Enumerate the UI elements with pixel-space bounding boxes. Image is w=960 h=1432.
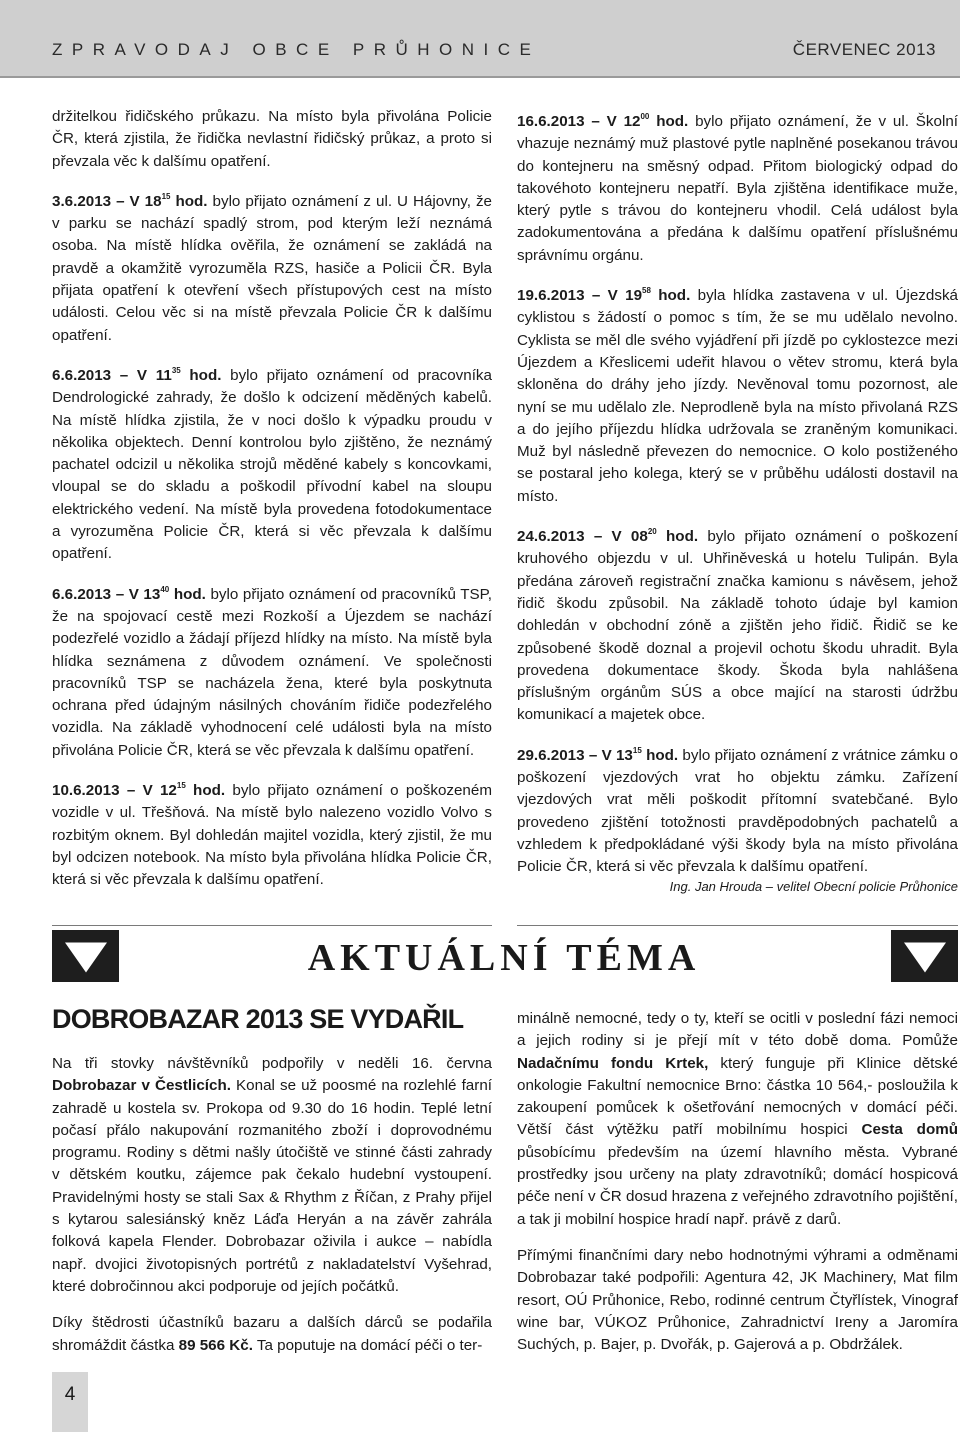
police-column-left [52, 106, 492, 905]
entry-hod: hod. [180, 366, 222, 384]
police-entry [517, 280, 958, 508]
entry-text: bylo přijato oznámení od pracovníka Dendrologické zahrady, že došlo k odcizení měděných kabelů. Na místě hlídka zjistila, že v noci došlo k výpadku proudu v několika objektech. Denní kontrolou bylo zjištěno, že neznámý pachatel odcizil u několika strojů měděné kabely s koncovkami, vloupal se do skladu a poškodil přívodní kabel na sloupu elektrického vedení. Na místě byla provedena fotodokumentace a vyrozuměna Policie ČR, která si věc převzala k dalšímu opatření. [52, 366, 492, 563]
entry-text: bylo přijato oznámení z ul. U Hájovny, že v parku se nachází spadlý strom, pod kterým leží neznámá osoba. Na místě hlídka ověřila, že oznámení se zakládá na pravdě a okamžitě vyrozuměla RZS, hasiče a Policii ČR. Byla přijata opatření k otevření všech přístupových cest na místo události. Celou věc si na místě převzala Policie ČR k dalšímu opatření. [52, 192, 492, 344]
entry-text: bylo přijato oznámení z vrátnice zámku o poškození vjezdových vrat ho objektu zámku. Zařízení vjezdových vrat měli poškodit přítomní svatebčané. Bylo provedeno zjištění totožnosti pravděpodobných pachatelů a vzhledem k předpokládané výši škody byla na místo přivolána Policie ČR, která si věc převzala k dalšímu opatření. [517, 746, 958, 876]
police-entry [52, 360, 492, 566]
entry-hod: hod. [650, 287, 691, 305]
entry-date: 29.6.2013 – V 13 [517, 746, 633, 764]
text-span: Konal se už poosmé na rozlehlé farní zahradě u kostela sv. Prokopa od 9.30 do 16 hodin. Teplé letní počasí přálo nakupování rozmanitého zboží i doprovodnému programu. Rodiny s dětmi našly útočiště ve stinné části zahrady v dětském koutku, zájemce pak čekalo hudební vystoupení. Pravidelnými hosty se stali Sax & Rhythm z Říčan, z Prahy přijel s kytarou salesiánský kněz Láďa Heryán a na závěr zahrála folková kapela Flender. Dobrobazar oživila i aukce – nabídla např. dvojici životopisných portrétů z nakladatelství Vyšehrad, které dobročinnou akci podporuje od jejích počátků. [52, 1077, 492, 1295]
bold-span: Dobrobazar v Čestlicích. [52, 1077, 231, 1095]
article-column-right [517, 1008, 958, 1370]
police-entry [517, 106, 958, 267]
text-span: působícímu především na území hlavního města. Vybrané prostředky jsou určeny na platy zdravotníků; domácí hospicová péče není v ČR dosud hrazena z veřejného zdravotního pojištění, a tak ji mobilní hospice hradí např. právě z darů. [517, 1143, 958, 1228]
police-intro: držitelkou řidičského průkazu. Na místo byla přivolána Policie ČR, která zjistila, že řidička nevlastní řidičský průkaz, a proto si převzala věc k dalšímu opatření. [52, 108, 492, 170]
police-signature: Ing. Jan Hrouda – velitel Obecní policie Průhonice [669, 879, 958, 894]
entry-hod: hod. [170, 192, 208, 210]
entry-text: bylo přijato oznámení od pracovníků TSP, že na spojovací cestě mezi Rozkoší a Újezdem se nachází podezřelé vozidlo a žádají příjezd hlídky na místo. Na místě byla hlídka seznámena z důvodem oznámení. Ve společnosti pracovníků TSP se nacházela žena, které byla poskytnuta ochrana před údajným násilných chováním řidiče podezřelého vozidla. Na základě vyhodnocení celé události byla na místo přivolána Policie ČR, která se věc převzala k dalšímu opatření. [52, 585, 493, 759]
entry-hod: hod. [169, 585, 206, 603]
section-divider [517, 925, 958, 926]
page-header [0, 0, 960, 78]
entry-text: bylo přijato oznámení o poškození kruhového objezdu v ul. Uhřiněveská u hotelu Tulipán. Byla předána zároveň registrační značka kamionu s návěsem, jehož řidič škodu způsobil. Na základě tohoto údaje byl kamion dohledán v obchodní zóně a zjištěn jeho řidič. Řidič se ke způsobené škodě doznal a projevil ochotu škodu uhradit. Byla provedena dokumentace škody. Škoda byla nahlášena příslušným orgánům SÚS a obce mající na starosti údržbu komunikací a majetek obce. [517, 528, 959, 724]
entry-date: 10.6.2013 – V 12 [52, 782, 177, 800]
police-entry [52, 186, 492, 347]
bold-span: Cesta domů [861, 1121, 959, 1139]
entry-text: bylo přijato oznámení, že v ul. Školní vhazuje neznámý muž plastové pytle naplněné posekanou trávou do kontejneru na směsný odpad. Přitom biologický odpad do takovéhoto kontejneru nepatří. Byla zjištěna identifikace muže, který pytle s trávou do kontejneru vhodil. Celá událost byla zadokumentována a předána k dalšímu opatření příslušnému správnímu orgánu. [517, 113, 958, 264]
text-span: Na tři stovky návštěvníků podpořily v neděli 16. června [52, 1055, 492, 1072]
triangle-down-icon [904, 943, 946, 973]
article-paragraph [52, 1312, 492, 1357]
section-divider [52, 925, 492, 926]
entry-hod: hod. [649, 113, 689, 130]
police-entry [52, 775, 492, 891]
article-paragraph: Přímými finančními dary nebo hodnotnými výhrami a odměnami Dobrobazar také podpořili: Agentura 42, JK Machinery, Mat film resort, OÚ Průhonice, Rebo, rodinné centrum Čtyřlístek, Vinograf wine bar, VÚKOZ Průhonice, Zahradnictví Ireny a Jaromíra Suchých, p. Bajer, p. Dvořák, p. Gajerová a p. Obdržálek. [517, 1246, 958, 1354]
entry-minutes: 20 [647, 527, 657, 537]
article-column-left [52, 1053, 492, 1371]
text-span: Ta poputuje na domácí péči o ter- [252, 1336, 483, 1354]
page-number-box [52, 1372, 88, 1432]
bold-span: 89 566 Kč. [178, 1336, 253, 1354]
entry-minutes: 00 [640, 112, 650, 121]
bold-span: Nadačnímu fondu Krtek, [517, 1054, 709, 1072]
text-span: Díky štědrosti účastníků bazaru a dalších dárců se podařila shromáždit částka [52, 1314, 492, 1354]
newsletter-title: ZPRAVODAJ OBCE PRŮHONICE [52, 40, 541, 59]
text-span: který funguje při Klinice dětské onkologie Fakultní nemocnice Brno: částka 10 564,- posloužila k zakoupení pomůcek k ošetřování nemocných v domácí péči. Větší část výtěžku patří mobilnímu hospici [517, 1054, 958, 1139]
entry-minutes: 35 [171, 365, 181, 375]
entry-hod: hod. [641, 746, 679, 764]
entry-minutes: 15 [161, 191, 171, 201]
entry-minutes: 15 [176, 781, 186, 791]
entry-date: 19.6.2013 – V 19 [517, 287, 643, 305]
police-entry [517, 521, 958, 727]
police-entry [52, 579, 492, 762]
section-marker-right [891, 930, 958, 982]
police-column-right [517, 106, 958, 892]
entry-date: 16.6.2013 – V 12 [517, 113, 641, 130]
article-title: DOBROBAZAR 2013 SE VYDAŘIL [52, 1004, 464, 1034]
police-entry [517, 740, 958, 879]
article-paragraph [52, 1053, 492, 1298]
entry-text: bylo přijato oznámení o poškozeném vozidle v ul. Třešňová. Na místě bylo nalezeno vozidlo Volvo s rozbitým oknem. Byl dohledán majitel vozidla, který zjistil, že mu byl odcizen notebook. Na místo byla přivolána hlídka Policie ČR, která si věc převzala k dalšímu opatření. [52, 782, 492, 889]
section-topic-title: AKTUÁLNÍ TÉMA [307, 937, 701, 979]
text-span: minálně nemocné, tedy o ty, kteří se ocitli v poslední fázi nemoci a jejich rodiny si je přejí mít v této době doma. Pomůže [517, 1010, 958, 1050]
entry-date: 6.6.2013 – V 11 [52, 366, 172, 384]
page-number: 4 [64, 1384, 76, 1405]
entry-minutes: 40 [160, 584, 170, 594]
entry-hod: hod. [185, 782, 226, 800]
entry-date: 24.6.2013 – V 08 [517, 528, 648, 546]
entry-date: 3.6.2013 – V 18 [52, 192, 162, 210]
entry-text: byla hlídka zastavena v ul. Újezdská cyklistou s žádostí o pomoc s tím, že se mu udělalo nevolno. Cyklista se měl dle svého vyjádření při jízdě po cyklostezce mezi Újezdem a Křeslicemi udeřit hlavou o větev stromu, která byla skloněna do dráhy jeho jízdy. Nevěnoval tomu pozornost, ale nyní se mu udělalo zle. Neprodleně byla na místo přivolaná RZS a do jejího příjezdu hlídka udržovala se zraněným komunikaci. Muž byl následně převezen do nemocnice. O kolo postiženého se postaral jeho kolega, který se v průběhu události dostavil na místo. [517, 287, 958, 505]
issue-date: ČERVENEC 2013 [792, 40, 936, 59]
entry-minutes: 58 [642, 286, 651, 296]
article-paragraph [517, 1008, 958, 1231]
entry-minutes: 15 [632, 745, 642, 755]
entry-date: 6.6.2013 – V 13 [52, 585, 161, 603]
entry-hod: hod. [656, 528, 699, 546]
